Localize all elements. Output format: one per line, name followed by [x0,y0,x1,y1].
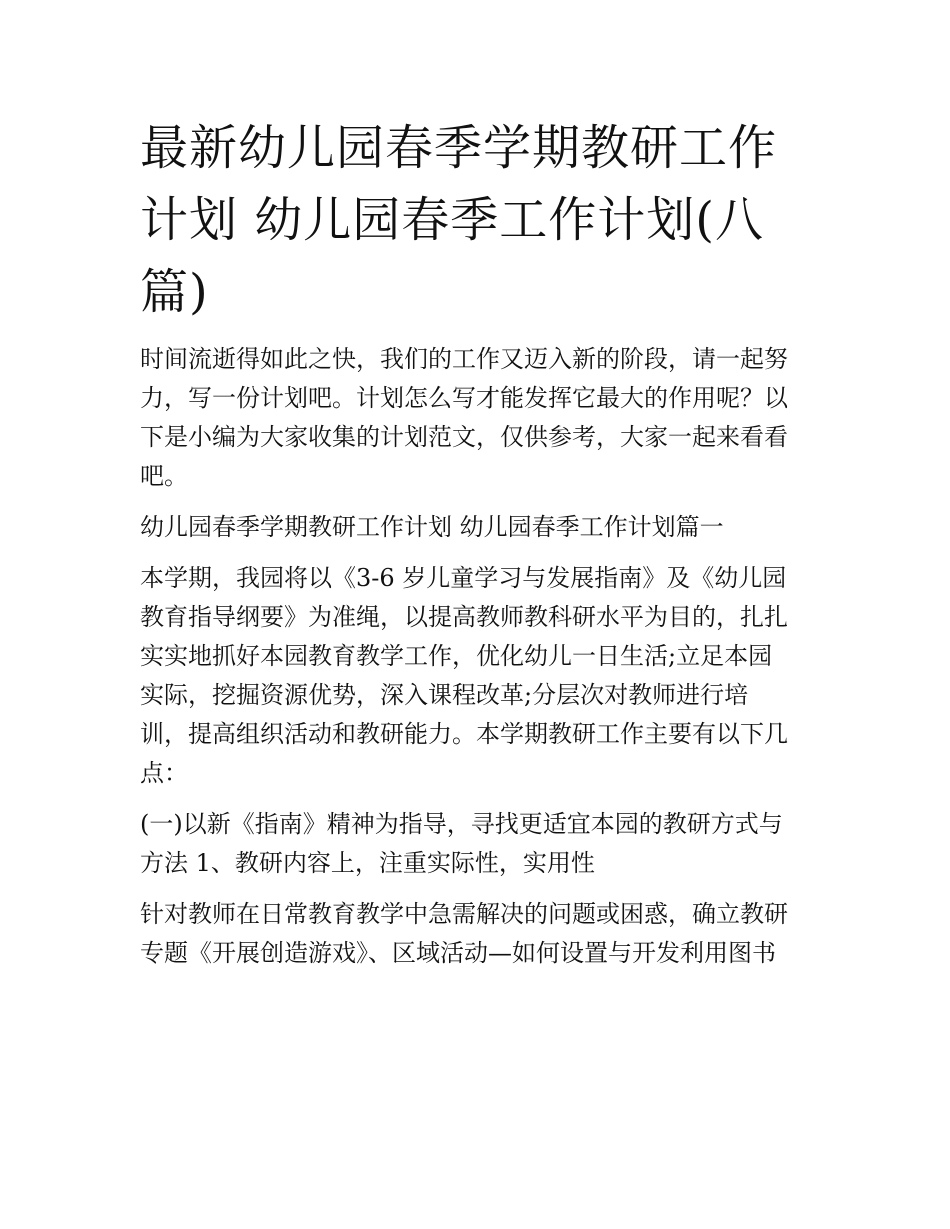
body-paragraph [140,895,815,973]
title-line: 篇) [140,264,209,320]
paragraph-line: 下是小编为大家收集的计划范文，仅供参考，大家一起来看看 [140,423,788,451]
paragraph-line: 针对教师在日常教育教学中急需解决的问题或困惑，确立教研 [140,900,788,928]
paragraph-line: 方法 1、教研内容上，注重实际性，实用性 [140,849,595,877]
paragraph-line: 本学期，我园将以《3-6 岁儿童学习与发展指南》及《幼儿园 [140,564,787,592]
intro-paragraph [140,340,815,496]
paragraph-line: 教育指导纲要》为准绳，以提高教师教科研水平为目的，扎扎 [140,603,788,631]
document-title [140,112,815,328]
paragraph-line: 幼儿园春季学期教研工作计划 幼儿园春季工作计划篇一 [140,513,724,541]
body-paragraph [140,559,815,793]
paragraph-line: 实实地抓好本园教育教学工作，优化幼儿一日生活;立足本园 [140,642,773,670]
paragraph-line: 专题《开展创造游戏》、区域活动—如何设置与开发利用图书 [140,939,776,967]
paragraph-line: (一)以新《指南》精神为指导，寻找更适宜本园的教研方式与 [140,810,783,838]
title-line: 计划 幼儿园春季工作计划(八 [140,192,764,248]
paragraph-line: 时间流逝得如此之快，我们的工作又迈入新的阶段，请一起努 [140,345,788,373]
section-heading [140,508,815,547]
paragraph-line: 点： [140,759,188,787]
document-page [140,112,815,985]
body-paragraph [140,805,815,883]
paragraph-line: 吧。 [140,462,188,490]
paragraph-line: 力，写一份计划吧。计划怎么写才能发挥它最大的作用呢？以 [140,384,788,412]
paragraph-line: 实际，挖掘资源优势，深入课程改革;分层次对教师进行培 [140,681,749,709]
paragraph-line: 训，提高组织活动和教研能力。本学期教研工作主要有以下几 [140,720,788,748]
title-line: 最新幼儿园春季学期教研工作 [140,120,778,176]
